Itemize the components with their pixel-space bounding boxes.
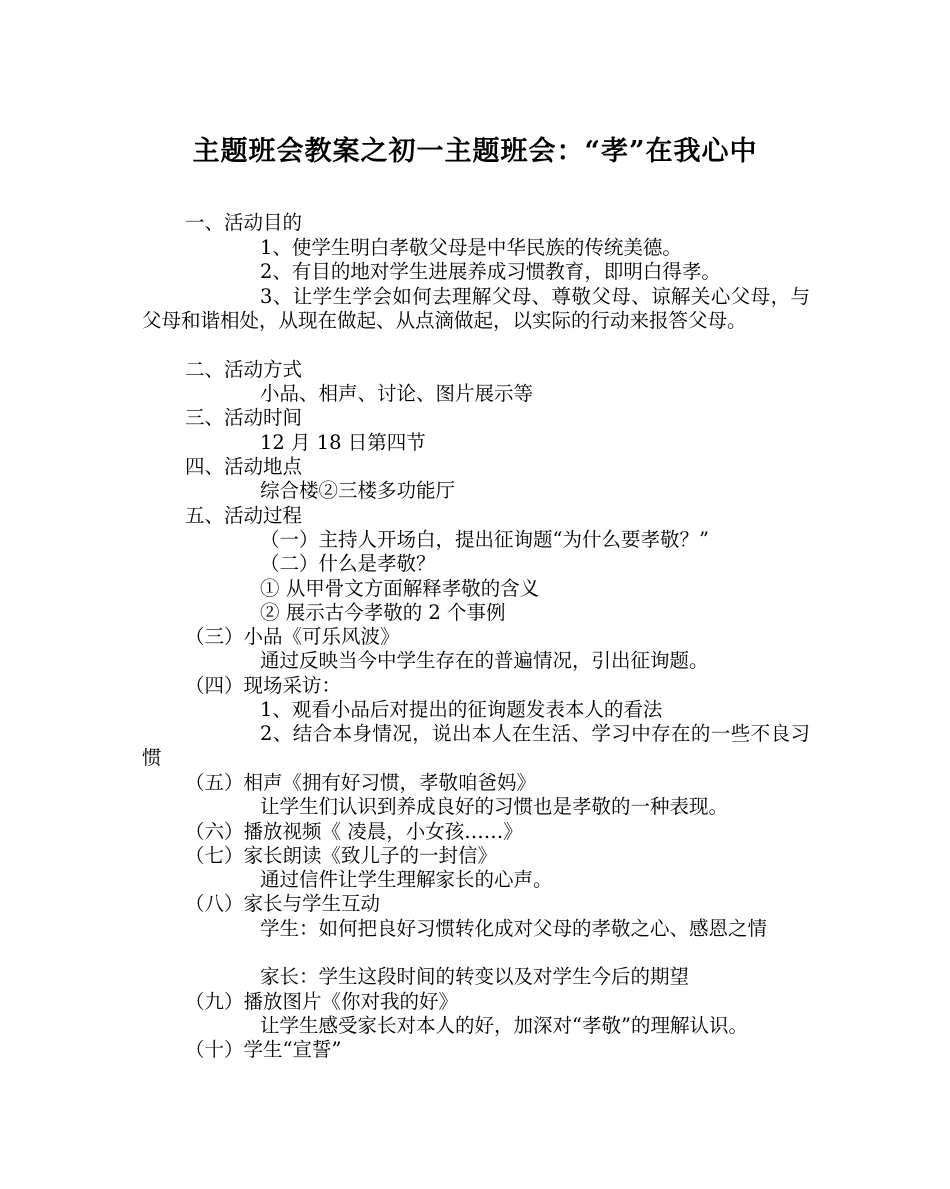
- process-step-4b: 2、结合本身情况，说出本人在生活、学习中存在的一些不良习惯: [142, 722, 810, 770]
- process-step-10: （十）学生“宣誓”: [185, 1038, 342, 1061]
- section-heading-purpose: 一、活动目的: [185, 211, 303, 234]
- time-content: 12 月 18 日第四节: [260, 431, 426, 454]
- method-content: 小品、相声、讨论、图片展示等: [260, 382, 534, 405]
- process-step-1: （一）主持人开场白，提出征询题“为什么要孝敬？”: [260, 528, 709, 551]
- process-step-8: （八）家长与学生互动: [185, 892, 381, 915]
- purpose-item-1: 1、使学生明白孝敬父母是中华民族的传统美德。: [260, 236, 682, 259]
- process-step-6: （六）播放视频《 凌晨，小女孩……》: [185, 820, 523, 843]
- page-title: 主题班会教案之初一主题班会：“孝”在我心中: [192, 136, 758, 167]
- section-heading-time: 三、活动时间: [185, 406, 303, 429]
- section-heading-method: 二、活动方式: [185, 358, 303, 381]
- purpose-item-3: 3、让学生学会如何去理解父母、尊敬父母、谅解关心父母，与父母和谐相处，从现在做起、从点滴做起，以实际的行动来报答父母。: [142, 285, 810, 333]
- location-content: 综合楼②三楼多功能厅: [260, 479, 456, 502]
- process-step-7a: 通过信件让学生理解家长的心声。: [260, 868, 553, 891]
- process-step-4a: 1、观看小品后对提出的征询题发表本人的看法: [260, 698, 663, 721]
- purpose-item-2: 2、有目的地对学生进展养成习惯教育，即明白得孝。: [260, 260, 721, 283]
- process-step-3a: 通过反映当今中学生存在的普遍情况，引出征询题。: [260, 649, 709, 672]
- process-step-3: （三）小品《可乐风波》: [185, 625, 400, 648]
- process-step-7: （七）家长朗读《致儿子的一封信》: [185, 844, 498, 867]
- process-step-2a: ① 从甲骨文方面解释孝敬的含义: [260, 577, 540, 600]
- process-step-5a: 让学生们认识到养成良好的习惯也是孝敬的一种表现。: [260, 795, 729, 818]
- process-step-8b: 家长：学生这段时间的转变以及对学生今后的期望: [260, 965, 690, 988]
- process-step-4: （四）现场采访：: [185, 674, 342, 697]
- process-step-8a: 学生：如何把良好习惯转化成对父母的孝敬之心、感恩之情: [260, 917, 768, 940]
- process-step-2b: ② 展示古今孝敬的 2 个事例: [260, 601, 506, 624]
- process-step-9: （九）播放图片《你对我的好》: [185, 990, 459, 1013]
- section-heading-location: 四、活动地点: [185, 455, 303, 478]
- process-step-5: （五）相声《拥有好习惯，孝敬咱爸妈》: [185, 771, 537, 794]
- section-heading-process: 五、活动过程: [185, 504, 303, 527]
- process-step-9a: 让学生感受家长对本人的好，加深对“孝敬”的理解认识。: [260, 1014, 748, 1037]
- process-step-2: （二）什么是孝敬？: [260, 552, 436, 575]
